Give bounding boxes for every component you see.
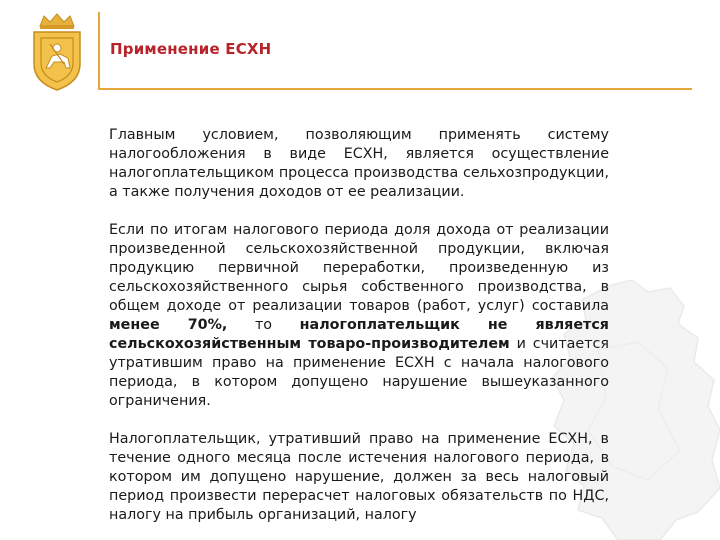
header-horizontal-divider (98, 88, 692, 90)
paragraph-main-condition: Главным условием, позволяющим применять систему налогообложения в виде ЕСХН, является осуществление налогоплательщиком процесса производства сельхозпродукции, а также получения доходов от ее реализации. (109, 127, 609, 200)
paragraph-recalculation: Налогоплательщик, утративший право на применение ЕСХН, в течение одного месяца после истечения налогового периода, в котором им допущено нарушение, должен за весь налоговый период произвести перерасчет налоговых обязательств по НДС, налогу на прибыль организаций, налогу (109, 431, 609, 523)
slide-title: Применение ЕСХН (110, 40, 272, 58)
paragraph-income-share-text-3: и считается утратившим право на применение ЕСХН с начала налогового периода, в котором допущено нарушение вышеуказанного ограничения. (109, 336, 609, 409)
coat-of-arms-icon (26, 12, 88, 92)
paragraph-income-share-text-2: то (227, 317, 300, 333)
paragraph-income-share (109, 221, 609, 411)
highlight-less-than-70: менее 70%, (109, 317, 228, 333)
highlight-not-producer: налогоплательщик не является сельскохозяйственным товаро-производителем (109, 317, 609, 352)
body-text (109, 126, 609, 540)
header-vertical-divider (98, 12, 100, 90)
paragraph-income-share-text-1: Если по итогам налогового периода доля дохода от реализации произведенной сельскохозяйственной продукции, включая продукцию первичной переработки, произведенную из сельскохозяйственного сырья собственного производства, в общем доходе от реализации товаров (работ, услуг) составила (109, 222, 609, 314)
